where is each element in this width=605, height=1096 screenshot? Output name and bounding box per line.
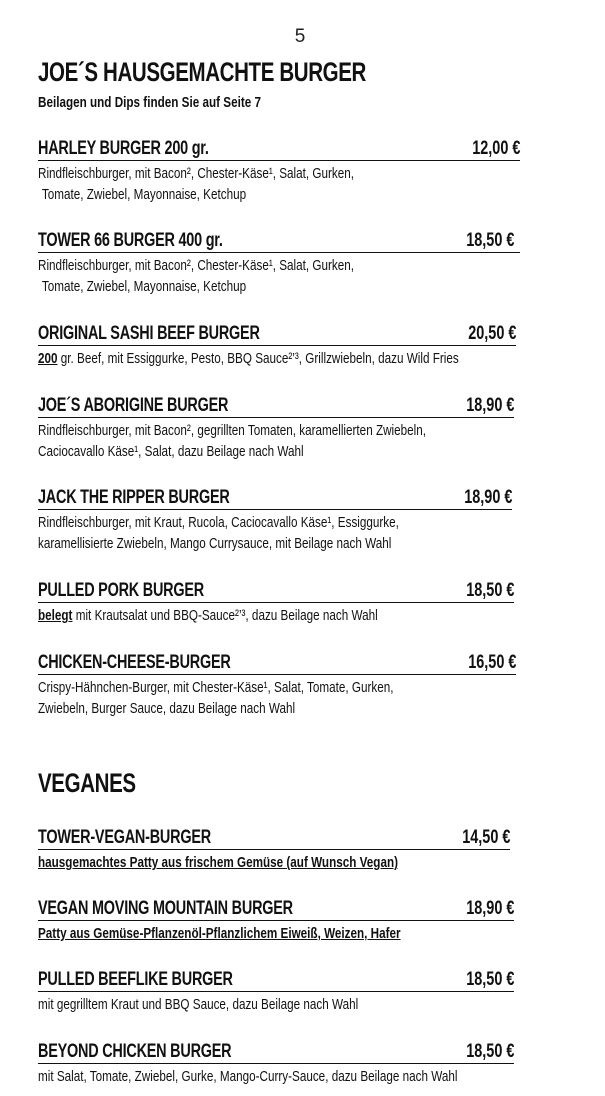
menu-item-description [38,1066,458,1087]
menu-item-price: 20,50 € [467,323,516,344]
menu-item-name: ORIGINAL SASHI BEEF BURGER [38,323,260,344]
menu-item-header [38,652,516,675]
description-line: Tomate, Zwiebel, Mayonnaise, Ketchup [41,278,247,295]
description-line: Crispy-Hähnchen-Burger, mit Chester-Käse¹, Salat, Tomate, Gurken, [38,679,394,696]
description-line: Zwiebeln, Burger Sauce, dazu Beilage nach Wahl [38,700,296,717]
description-line: hausgemachtes Patty aus frischem Gemüse (auf Wunsch Vegan) [38,854,399,871]
menu-item [38,580,514,626]
menu-item-description [38,348,459,369]
menu-item-header [38,487,512,510]
menu-item-description [38,512,408,554]
menu-item [38,1041,514,1087]
menu-item-description [38,994,409,1015]
menu-item-price: 18,50 € [465,230,514,251]
menu-item-header [38,1041,514,1064]
description-line: Patty aus Gemüse-Pflanzenöl-Pflanzlichem Eiweiß, Weizen, Hafer [38,925,401,942]
menu-item [38,898,514,944]
menu-item-price: 18,90 € [465,395,514,416]
menu-item-header [38,230,520,253]
menu-item-description [38,605,409,626]
description-text: mit Krautsalat und BBQ-Sauce²’³, dazu Beilage nach Wahl [72,607,378,624]
menu-item [38,230,520,297]
menu-item-price: 18,50 € [465,969,514,990]
section-title: VEGANES [38,768,136,798]
page-number: 5 [294,26,306,47]
menu-item-price: 18,90 € [465,898,514,919]
description-line [38,348,459,369]
section-subtitle: Beilagen und Dips finden Sie auf Seite 7 [38,94,261,111]
menu-item-header [38,138,520,161]
menu-item-description [38,923,409,944]
menu-item-header [38,898,514,921]
menu-item-header [38,827,510,850]
description-line: Rindfleischburger, mit Bacon², gegrillten Tomaten, karamellierten Zwiebeln, [38,422,427,439]
menu-item [38,827,510,873]
description-line [38,605,409,626]
menu-item-name: PULLED BEEFLIKE BURGER [38,969,233,990]
menu-item [38,969,514,1015]
menu-item-name: JACK THE RIPPER BURGER [38,487,230,508]
menu-item-header [38,580,514,603]
menu-item-name: TOWER-VEGAN-BURGER [38,827,211,848]
menu-item-description [38,677,411,719]
menu-item-description [38,852,406,873]
menu-item [38,323,516,369]
menu-item-name: JOE´S ABORIGINE BURGER [38,395,229,416]
menu-item-name: VEGAN MOVING MOUNTAIN BURGER [38,898,293,919]
menu-item-price: 18,50 € [465,1041,514,1062]
menu-item-price: 18,50 € [465,580,514,601]
menu-item-price: 12,00 € [471,138,520,159]
menu-item-description [38,255,414,297]
description-line: Rindfleischburger, mit Bacon², Chester-Käse¹, Salat, Gurken, [38,165,355,182]
menu-item-name: BEYOND CHICKEN BURGER [38,1041,232,1062]
menu-item-name: HARLEY BURGER 200 gr. [38,138,209,159]
menu-item-name: CHICKEN-CHEESE-BURGER [38,652,231,673]
menu-item-header [38,395,514,418]
description-line: Rindfleischburger, mit Kraut, Rucola, Caciocavallo Käse¹, Essiggurke, [38,514,399,531]
description-text: gr. Beef, mit Essiggurke, Pesto, BBQ Sauce²’³, Grillzwiebeln, dazu Wild Fries [57,350,459,367]
menu-item-header [38,969,514,992]
description-line: Caciocavallo Käse¹, Salat, dazu Beilage nach Wahl [38,443,304,460]
menu-item-price: 18,90 € [463,487,512,508]
description-prefix: belegt [38,607,73,624]
menu-item-name: PULLED PORK BURGER [38,580,204,601]
menu-item [38,487,512,554]
description-line: Tomate, Zwiebel, Mayonnaise, Ketchup [41,186,247,203]
description-prefix: 200 [38,350,58,367]
menu-item-header [38,323,516,346]
menu-item [38,652,516,719]
description-line: karamellisierte Zwiebeln, Mango Currysauce, mit Beilage nach Wahl [38,535,392,552]
description-line: Rindfleischburger, mit Bacon², Chester-Käse¹, Salat, Gurken, [38,257,355,274]
menu-item-price: 16,50 € [467,652,516,673]
menu-item [38,395,514,462]
menu-item-name: TOWER 66 BURGER 400 gr. [38,230,223,251]
description-line: mit Salat, Tomate, Zwiebel, Gurke, Mango-Curry-Sauce, dazu Beilage nach Wahl [38,1068,458,1085]
menu-item [38,138,520,205]
section-title: JOE´S HAUSGEMACHTE BURGER [38,57,366,87]
menu-item-description [38,163,414,205]
menu-item-description [38,420,427,462]
description-line: mit gegrilltem Kraut und BBQ Sauce, dazu Beilage nach Wahl [38,996,359,1013]
menu-item-price: 14,50 € [461,827,510,848]
